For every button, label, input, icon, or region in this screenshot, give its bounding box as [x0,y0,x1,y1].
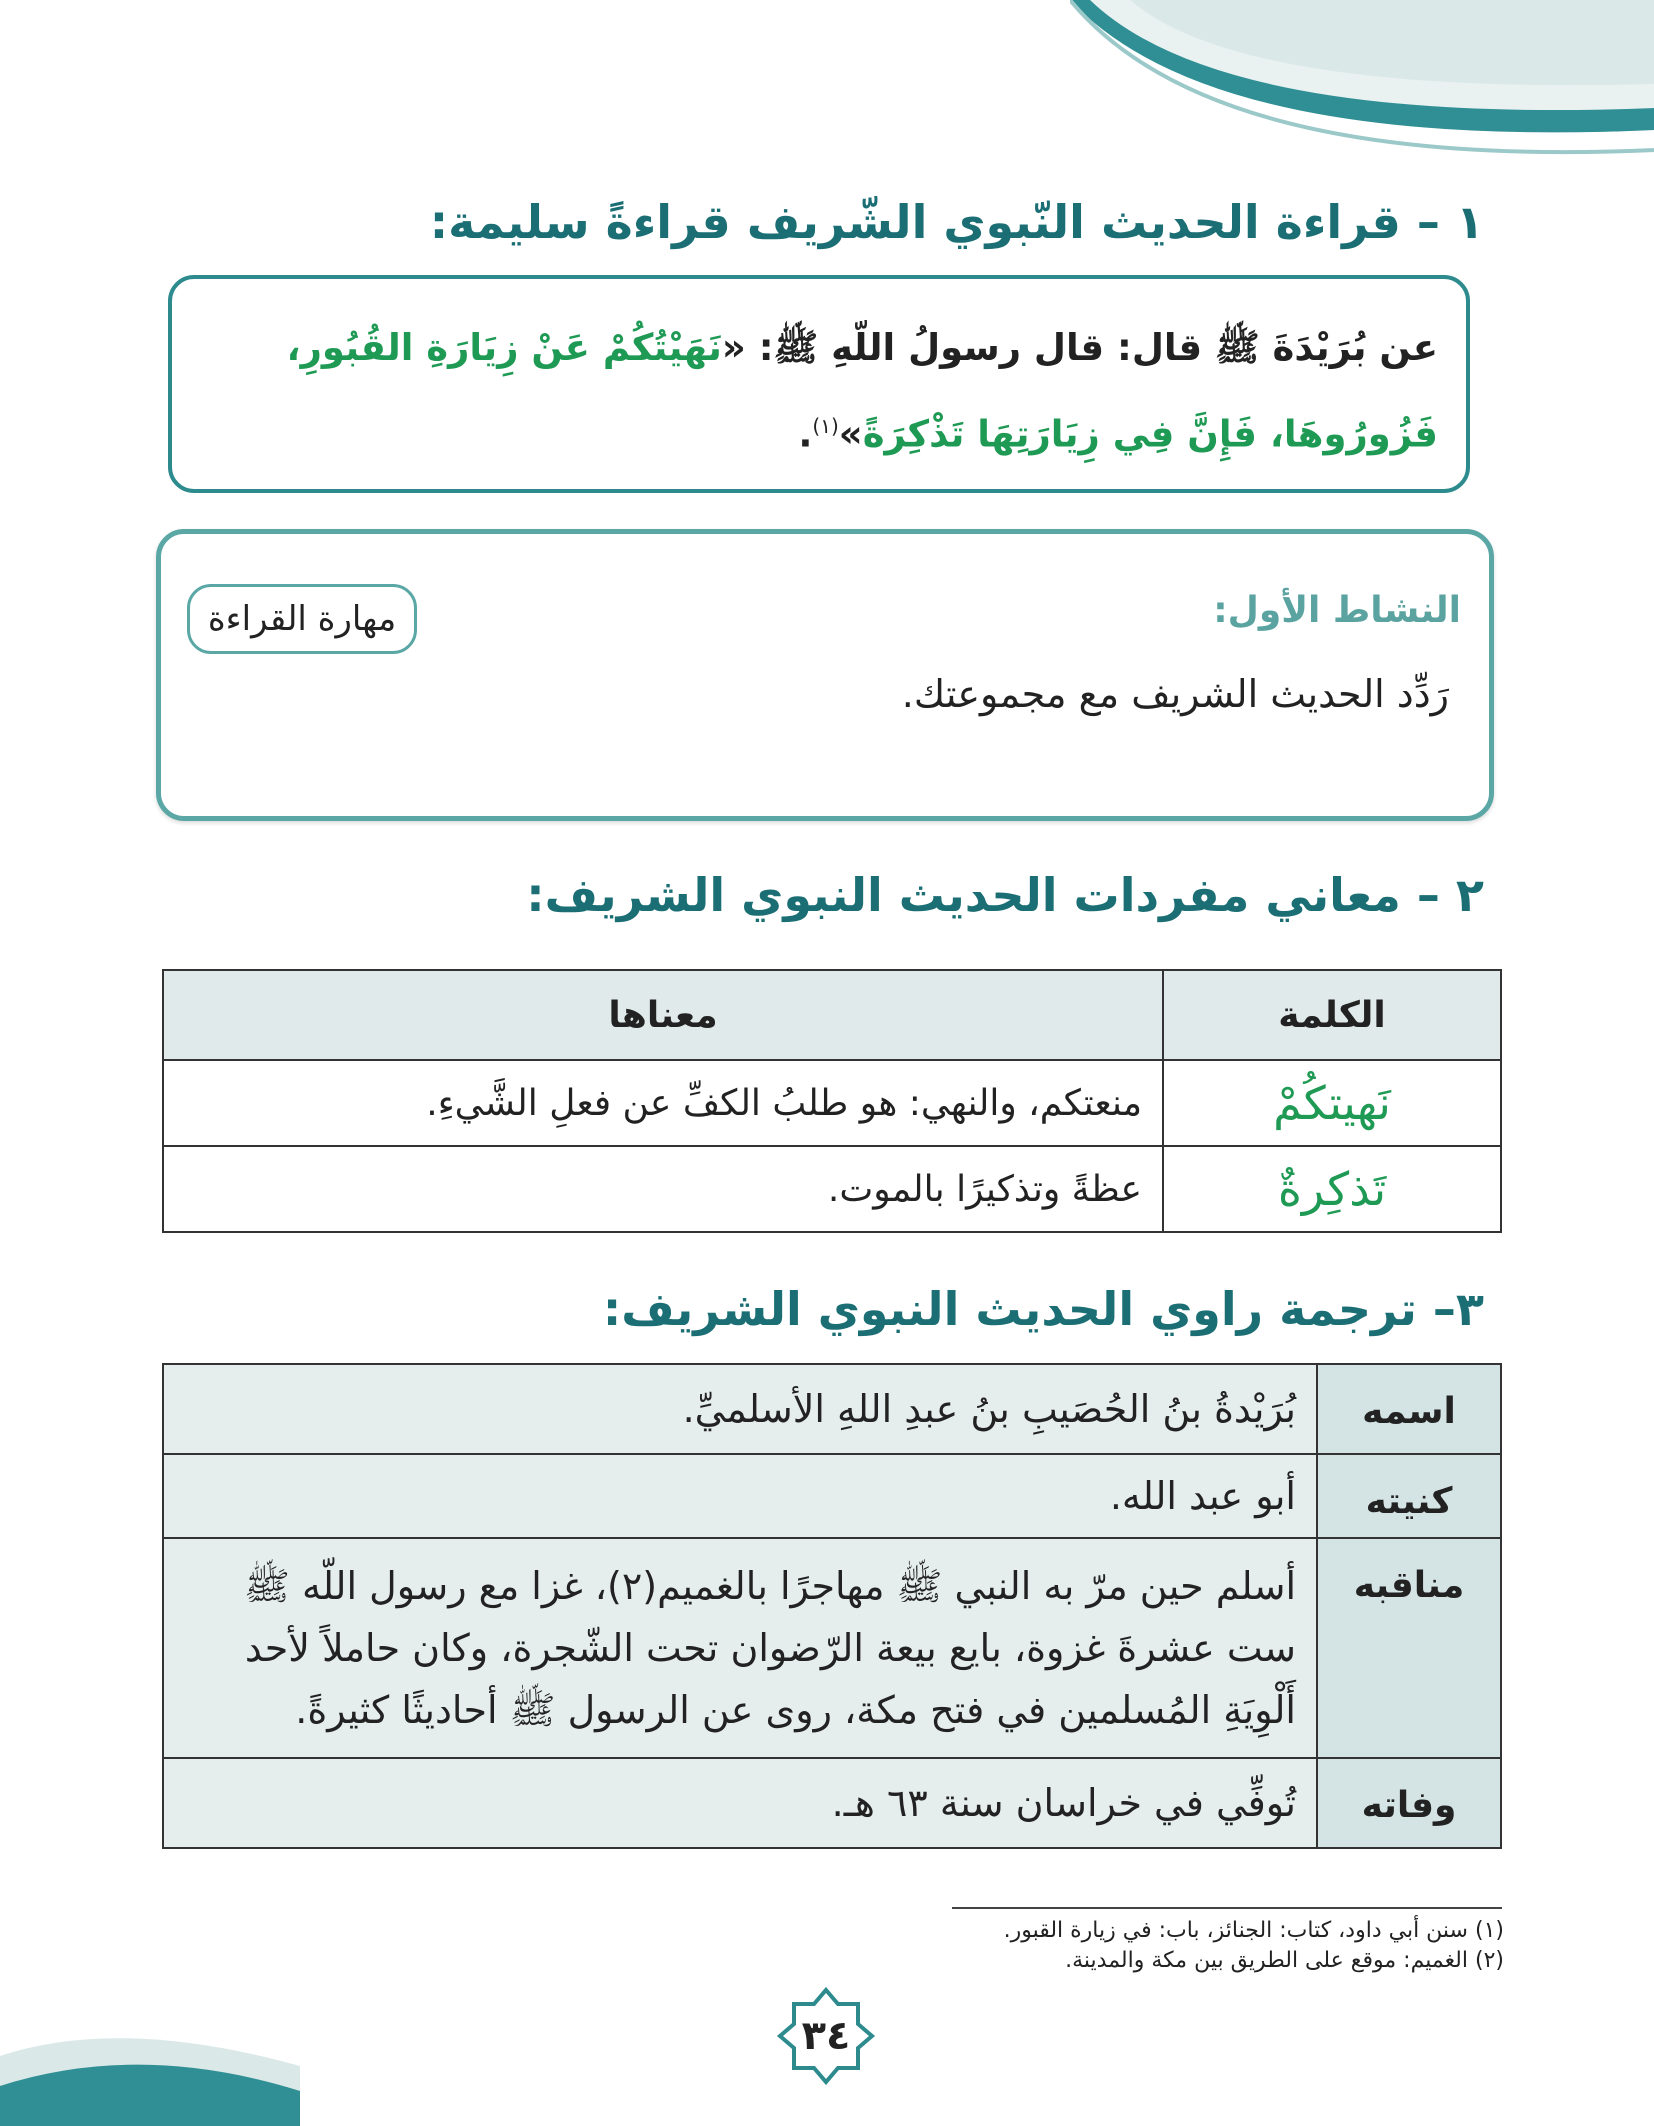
footnote-divider [952,1907,1502,1909]
footnote-2: (٢) الغميم: موقع على الطريق بين مكة والمدينة. [1065,1948,1504,1973]
bottom-decoration [0,1996,300,2126]
vocab-word: نَهيتكُمْ [1163,1060,1501,1146]
bio-value: تُوفِّي في خراسان سنة ٦٣ هـ. [163,1758,1317,1848]
bio-label: مناقبه [1317,1538,1501,1758]
narrator-table [162,1363,1502,1849]
skill-badge: مهارة القراءة [187,584,417,654]
activity-title: النشاط الأول: [1213,590,1461,631]
table-row [163,1538,1501,1758]
table-header-row [163,970,1501,1060]
hadith-intro: عن بُرَيْدَةَ ﷺ قال: قال رسولُ اللّهِ ﷺ: « [721,326,1438,369]
vocab-meaning: منعتكم، والنهي: هو طلبُ الكفِّ عن فعلِ الشَّيءِ. [163,1060,1163,1146]
vocab-word: تَذكِرةٌ [1163,1146,1501,1232]
vocabulary-table [162,969,1502,1233]
table-row [163,1060,1501,1146]
footnote-1: (١) سنن أبي داود، كتاب: الجنائز، باب: في زيارة القبور. [1003,1918,1504,1943]
hadith-box: عن بُرَيْدَةَ ﷺ قال: قال رسولُ اللّهِ ﷺ: «نَهَيْتُكُمْ عَنْ زِيَارَةِ القُبُورِ، فَزُورُوهَا، فَإِنَّ فِي زِيَارَتِهَا تَذْكِرَةً»$^{(١)}$. [168,275,1470,493]
header-meaning: معناها [163,970,1163,1060]
section3-heading: ٣– ترجمة راوي الحديث النبوي الشريف: [602,1282,1484,1336]
bio-label: كنيته [1317,1454,1501,1538]
section1-heading: ١ – قراءة الحديث النّبوي الشّريف قراءةً سليمة: [429,195,1484,249]
section2-heading: ٢ – معاني مفردات الحديث النبوي الشريف: [526,868,1484,922]
bio-value: أبو عبد الله. [163,1454,1317,1538]
bio-label: اسمه [1317,1364,1501,1454]
activity-box [156,529,1494,821]
bio-value: بُرَيْدةُ بنُ الحُصَيبِ بنُ عبدِ اللهِ الأسلميِّ. [163,1364,1317,1454]
page-number: ٣٤ [776,1986,876,2086]
table-row [163,1454,1501,1538]
vocab-meaning: عظةً وتذكيرًا بالموت. [163,1146,1163,1232]
table-row [163,1364,1501,1454]
footnotes [1004,1916,1504,1976]
activity-text: رَدِّد الحديث الشريف مع مجموعتك. [901,672,1449,716]
hadith-text-end: تَذْكِرَةً [862,412,965,456]
header-word: الكلمة [1163,970,1501,1060]
top-decoration [1070,0,1654,160]
table-row [163,1758,1501,1848]
bio-value: أسلم حين مرّ به النبي ﷺ مهاجرًا بالغميم(٢)، غزا مع رسول اللّه ﷺ ست عشرةَ غزوة، بايع بيعة الرّضوان تحت الشّجرة، وكان حاملاً لأحد أَلْوِيَةِ المُسلمين في فتح مكة، روى عن الرسول ﷺ أحاديثًا كثيرةً. [163,1538,1317,1758]
footnote-ref-1: (١) [812,414,839,438]
table-row [163,1146,1501,1232]
bio-label: وفاته [1317,1758,1501,1848]
hadith-text: نَهَيْتُكُمْ عَنْ زِيَارَةِ القُبُورِ، فَزُورُوهَا، فَإِنَّ فِي زِيَارَتِهَا [286,326,1438,456]
